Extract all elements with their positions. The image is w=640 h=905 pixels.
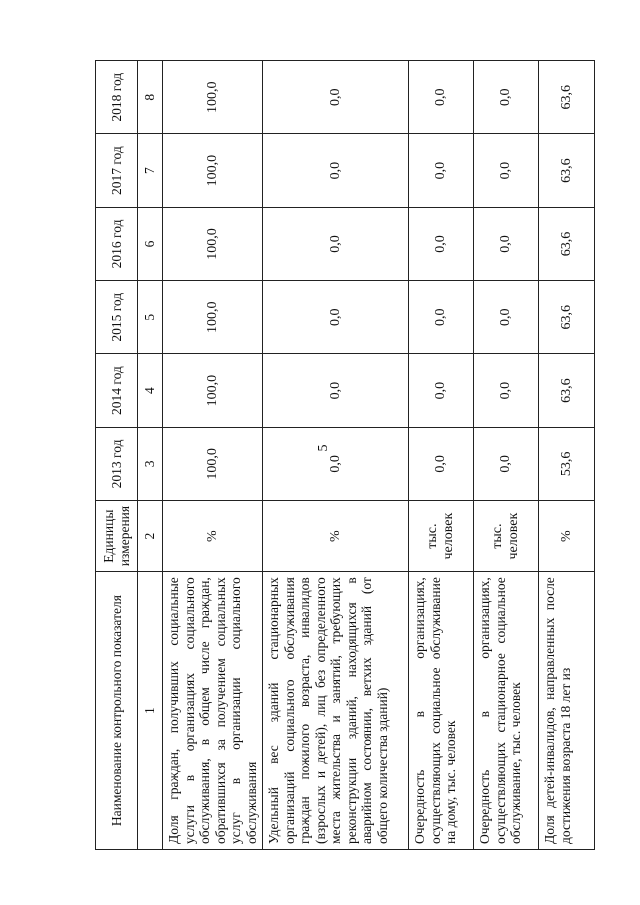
indicator-name: Удельный вес зданий стационарных организаций социального обслуживания граждан пожилого возраста, инвалидов (взрослых и детей), лиц без определенного места жительства и занятий, требующих реконструкции зданий, находящихся в аварийном состоянии, ветхих зданий (от общего количества зданий) — [263, 572, 409, 850]
indicator-value: 0,0 — [409, 427, 474, 500]
index-row — [138, 61, 163, 850]
indicator-value: 100,0 — [163, 61, 263, 134]
header-row — [96, 61, 138, 850]
index-cell: 8 — [138, 61, 163, 134]
header-unit: Единицы измерения — [96, 501, 138, 572]
index-cell: 3 — [138, 427, 163, 500]
indicator-value: 0,0 — [474, 281, 539, 354]
indicator-value: 0,0 — [409, 354, 474, 427]
indicator-value: 0,0 — [263, 134, 409, 207]
header-year: 2017 год — [96, 134, 138, 207]
indicator-unit: тыс. человек — [409, 501, 474, 572]
header-year: 2016 год — [96, 207, 138, 280]
rotated-table-wrapper — [95, 60, 593, 850]
indicator-value: 0,0 — [263, 207, 409, 280]
indicator-value: 100,0 — [163, 427, 263, 500]
indicator-value: 0,0 — [474, 207, 539, 280]
header-year: 2018 год — [96, 61, 138, 134]
header-name: Наименование контрольного показателя — [96, 572, 138, 850]
header-year: 2013 год — [96, 427, 138, 500]
indicator-unit: % — [539, 501, 595, 572]
indicator-unit: % — [263, 501, 409, 572]
indicator-value: 0,0 — [263, 281, 409, 354]
header-year: 2014 год — [96, 354, 138, 427]
indicator-name: Доля детей-инвалидов, направленных после достижения возраста 18 лет из — [539, 572, 595, 850]
indicator-value: 100,0 — [163, 354, 263, 427]
index-cell: 6 — [138, 207, 163, 280]
indicator-value: 0,0 — [409, 207, 474, 280]
table-row — [263, 61, 409, 850]
indicator-value: 100,0 — [163, 207, 263, 280]
indicator-name: Очередность в организациях, осуществляющих социальное обслуживание на дому, тыс. человек — [409, 572, 474, 850]
indicator-value: 0,0 — [263, 354, 409, 427]
index-cell: 2 — [138, 501, 163, 572]
index-cell: 4 — [138, 354, 163, 427]
header-year: 2015 год — [96, 281, 138, 354]
indicator-value: 100,0 — [163, 134, 263, 207]
table-row — [474, 61, 539, 850]
indicator-value: 0,0 — [474, 427, 539, 500]
index-cell: 7 — [138, 134, 163, 207]
indicator-value: 63,6 — [539, 134, 595, 207]
indicator-value: 63,6 — [539, 61, 595, 134]
indicator-name: Очередность в организациях, осуществляющих стационарное социальное обслуживание, тыс. человек — [474, 572, 539, 850]
indicator-value: 0,0 — [409, 134, 474, 207]
index-cell: 1 — [138, 572, 163, 850]
page-number: 5 — [316, 444, 331, 452]
indicator-value: 63,6 — [539, 281, 595, 354]
indicator-value: 0,0 — [474, 134, 539, 207]
indicator-unit: тыс. человек — [474, 501, 539, 572]
index-cell: 5 — [138, 281, 163, 354]
indicator-value: 53,6 — [539, 427, 595, 500]
indicator-value: 0,0 — [474, 61, 539, 134]
indicator-unit: % — [163, 501, 263, 572]
indicators-table — [95, 60, 595, 850]
indicator-value: 100,0 — [163, 281, 263, 354]
indicator-value: 0,0 — [263, 61, 409, 134]
indicator-value: 63,6 — [539, 207, 595, 280]
indicator-value: 0,0 — [263, 427, 409, 500]
indicator-name: Доля граждан, получивших социальные услуги в организациях социального обслуживания, в общем числе граждан, обратившихся за получением социальных услуг в организации социального обслуживания — [163, 572, 263, 850]
indicator-value: 0,0 — [474, 354, 539, 427]
indicator-value: 0,0 — [409, 61, 474, 134]
indicator-value: 0,0 — [409, 281, 474, 354]
indicator-value: 63,6 — [539, 354, 595, 427]
table-row — [539, 61, 595, 850]
table-row — [409, 61, 474, 850]
table-row — [163, 61, 263, 850]
